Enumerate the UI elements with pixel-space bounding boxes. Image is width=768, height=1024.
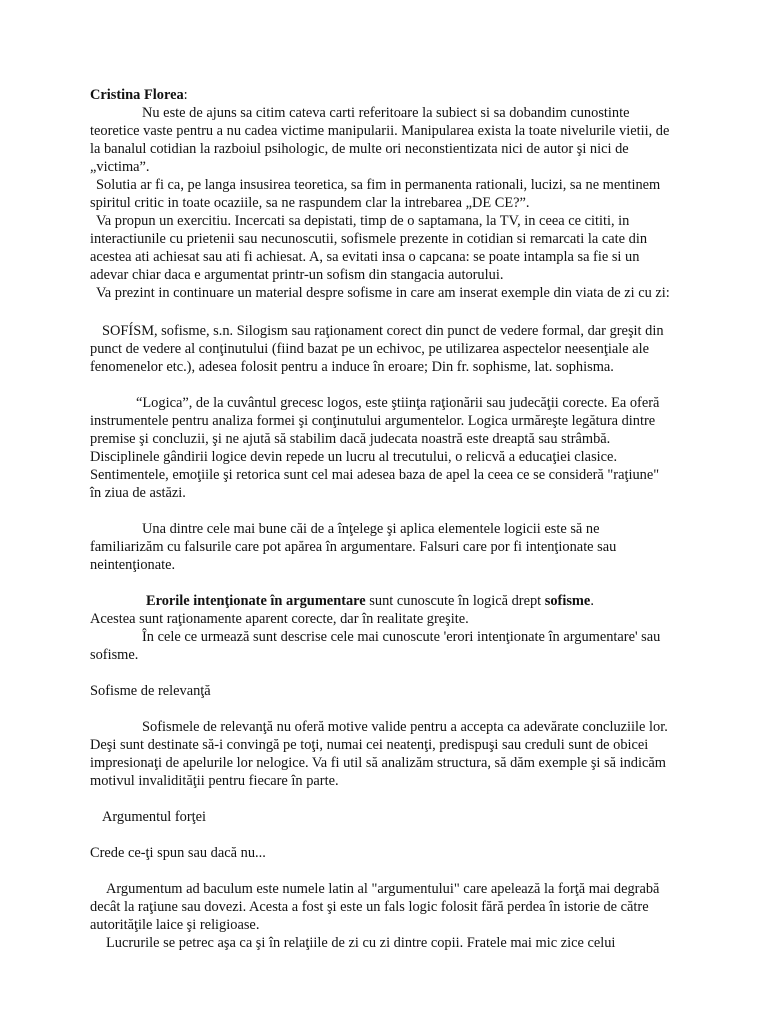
heading-argumentul-fortei: Argumentul forţei — [102, 809, 207, 825]
spacer — [90, 574, 672, 592]
intro-block — [90, 86, 672, 302]
baculum-paragraph: Argumentum ad baculum este numele latin al "argumentului" care apelează la forţă mai degrabă decât la raţiune sau dovezi. Acesta a fost şi este un fals logic folosit fără perdea în istorie de către autorităţile laice şi religioase. — [90, 881, 660, 933]
spacer — [90, 826, 672, 844]
author-name: Cristina Florea — [90, 87, 184, 103]
intro-paragraph-4: Va prezint in continuare un material despre sofisme in care am inserat exemple din viata de zi cu zi: — [96, 285, 670, 301]
erori-bold-term: Erorile intenţionate în argumentare — [146, 593, 366, 609]
spacer — [90, 664, 672, 682]
cai-paragraph: Una dintre cele mai bune căi de a înţelege şi aplica elementele logicii este să ne familiarizăm cu falsurile care pot apărea în argumentare. Falsuri care por fi intenţionate sau neintenţionate. — [90, 521, 617, 573]
main-body — [90, 322, 672, 952]
crede-line: Crede ce-ţi spun sau dacă nu... — [90, 845, 266, 861]
lucrurile-paragraph: Lucrurile se petrec aşa ca şi în relaţiile de zi cu zi dintre copii. Fratele mai mic zice celui — [106, 935, 616, 951]
intro-paragraph-1: Nu este de ajuns sa citim cateva carti referitoare la subiect si sa dobandim cunostinte teoretice vaste pentru a nu cadea victime manipularii. Manipularea exista la toate nivelurile vietii, de la banalul cotidian la razboiul psihologic, de multe ori neconstientizata nici de autor şi nici de „victima”. — [90, 105, 670, 175]
author-line — [90, 86, 672, 104]
logica-paragraph: “Logica”, de la cuvântul grecesc logos, este ştiinţa raţionării sau judecăţii corecte. Ea oferă instrumentele pentru analiza formei şi conţinutului argumentelor. Logica urmăreşte legătura dintre premise şi concluzii, şi ne ajută să stabilim dacă judecata noastră este dreaptă sau strâmbă. Disciplinele gândirii logice devin repede un lucru al trecutului, o relicvă a educaţiei clasice. Sentimentele, emoţiile şi retorica sunt cel mai adesea baza de apel la ceea ce se consideră "raţiune" în ziua de astăzi. — [90, 395, 660, 501]
heading-sofisme-relevanta: Sofisme de relevanţă — [90, 683, 211, 699]
intro-paragraph-3: Va propun un exercitiu. Incercati sa depistati, timp de o saptamana, la TV, in ceea ce cititi, in interactiunile cu prietenii sau necunoscutii, sofismele prezente in cotidian si remarcati la cate din acestea ati achiesat sau ati fi achiesat. A, sa evitati insa o capcana: se poate intampla sa fie si un adevar chiar daca e argumentat printr-un sofism din stangacia autorului. — [90, 213, 648, 283]
erori-end: . — [590, 593, 594, 609]
spacer — [90, 502, 672, 520]
erori-text: sunt cunoscute în logică drept — [365, 593, 545, 609]
spacer — [90, 862, 672, 880]
author-colon: : — [183, 87, 188, 103]
spacer — [90, 790, 672, 808]
relevanta-paragraph: Sofismele de relevanţă nu oferă motive valide pentru a accepta ca adevărate concluziile lor. Deşi sunt destinate să-i convingă pe toţi, numai cei neatenţi, predispuşi sau creduli sunt de obicei impresionaţi de apelurile lor nelogice. Va fi util să analizăm structura, să dăm exemple şi să indicăm motivul invalidităţii pentru fiecare în parte. — [90, 719, 668, 789]
erori-line-3: În cele ce urmează sunt descrise cele mai cunoscute 'erori intenţionate în argumentare' sau sofisme. — [90, 629, 661, 663]
definition-paragraph: SOFÍSM, sofisme, s.n. Silogism sau raţionament corect din punct de vedere formal, dar greşit din punct de vedere al conţinutului (fiind bazat pe un echivoc, pe utilizarea aspectelor neesenţiale ale fenomenelor etc.), adesea folosit pentru a induce în eroare; Din fr. sophisme, lat. sophisma. — [90, 323, 664, 375]
erori-line-2: Acestea sunt raţionamente aparent corecte, dar în realitate greşite. — [90, 611, 469, 627]
sofisme-bold-term: sofisme — [544, 593, 591, 609]
spacer — [90, 700, 672, 718]
erori-paragraph — [90, 592, 672, 610]
spacer — [90, 376, 672, 394]
intro-paragraph-2: Solutia ar fi ca, pe langa insusirea teoretica, sa fim in permanenta rationali, lucizi, sa ne mentinem spiritul critic in toate ocaziile, sa ne raspundem clar la intrebarea „DE CE?”. — [90, 177, 661, 211]
